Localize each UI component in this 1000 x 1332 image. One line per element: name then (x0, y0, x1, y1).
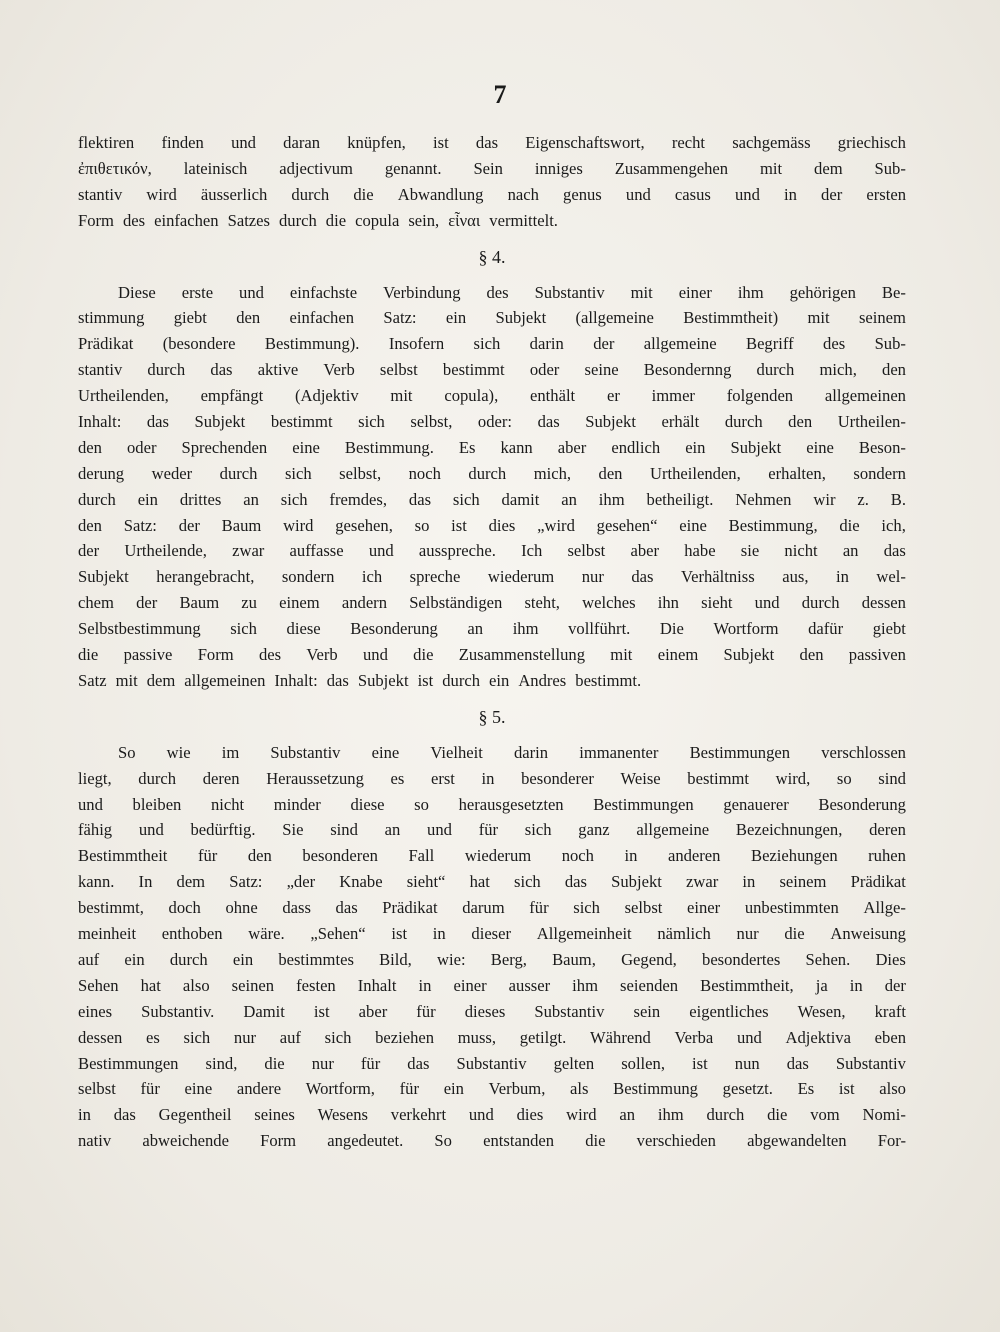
section-heading: § 4. (478, 246, 506, 267)
text-line: Selbstbestimmung sich diese Besonderung an ihm vollführt. Die Wortform dafür giebt (78, 619, 906, 639)
text-line: selbst für eine andere Wortform, für ein Verbum, als Bestimmung gesetzt. Es ist also (78, 1079, 906, 1099)
text-line: die passive Form des Verb und die Zusammenstellung mit einem Subjekt den passiven (78, 645, 906, 665)
text-line: kann. In dem Satz: „der Knabe sieht“ hat sich das Subjekt zwar in seinem Prädikat (78, 872, 906, 892)
text-line: den Satz: der Baum wird gesehen, so ist dies „wird gesehen“ eine Bestimmung, die ich, (78, 515, 906, 535)
text-line: auf ein durch ein bestimmtes Bild, wie: Berg, Baum, Gegend, besondertes Sehen. Dies (78, 949, 906, 969)
text-line: Inhalt: das Subjekt bestimmt sich selbst, oder: das Subjekt erhält durch den Urtheilen- (78, 412, 906, 432)
page-number: 7 (493, 80, 507, 109)
text-line: stimmung giebt den einfachen Satz: ein Subjekt (allgemeine Bestimmtheit) mit seinem (78, 308, 906, 328)
text-line: der Urtheilende, zwar auffasse und ausspreche. Ich selbst aber habe sie nicht an das (78, 541, 906, 561)
text-line: dessen es sich nur auf sich beziehen muss, getilgt. Während Verba und Adjektiva eben (78, 1027, 906, 1047)
text-line: den oder Sprechenden eine Bestimmung. Es kann aber endlich ein Subjekt eine Beson- (78, 437, 906, 457)
text-line: Subjekt herangebracht, sondern ich spreche wiederum nur das Verhältniss aus, in wel- (78, 567, 906, 587)
text-line: flektiren finden und daran knüpfen, ist das Eigenschaftswort, recht sachgemäss griechisch (78, 133, 906, 152)
text-line: Bestimmtheit für den besonderen Fall wiederum noch in anderen Beziehungen ruhen (78, 846, 906, 866)
text-line: fähig und bedürftig. Sie sind an und für sich ganz allgemeine Bezeichnungen, deren (78, 820, 906, 840)
text-line: meinheit enthoben wäre. „Sehen“ ist in dieser Allgemeinheit nämlich nur die Anweisung (78, 924, 906, 944)
text-line: Form des einfachen Satzes durch die copula sein, εἶναι vermittelt. (78, 210, 558, 230)
text-line: eines Substantiv. Damit ist aber für dieses Substantiv sein eigentliches Wesen, kraft (78, 1001, 906, 1021)
text-line: stantiv durch das aktive Verb selbst bestimmt oder seine Besondernng durch mich, den (78, 360, 906, 380)
text-line: Bestimmungen sind, die nur für das Substantiv gelten sollen, ist nun das Substantiv (78, 1053, 906, 1073)
text-line: Urtheilenden, empfängt (Adjektiv mit copula), enthält er immer folgenden allgemeinen (78, 386, 906, 406)
section-heading: § 5. (478, 706, 506, 727)
text-line: durch ein drittes an sich fremdes, das sich damit an ihm betheiligt. Nehmen wir z. B. (78, 489, 906, 509)
text-line: und bleiben nicht minder diese so herausgesetzten Bestimmungen genauerer Besonderung (78, 794, 906, 814)
text-line: Diese erste und einfachste Verbindung des Substantiv mit einer ihm gehörigen Be- (118, 282, 906, 302)
paragraph (78, 130, 906, 234)
text-line: bestimmt, doch ohne dass das Prädikat darum für sich selbst einer unbestimmten Allge- (78, 898, 906, 918)
text-line: derung weder durch sich selbst, noch durch mich, den Urtheilenden, erhalten, sondern (78, 463, 906, 483)
text-line: chem der Baum zu einem andern Selbständigen steht, welches ihn sieht und durch dessen (78, 593, 906, 613)
text-body (78, 130, 906, 1154)
text-line: nativ abweichende Form angedeutet. So entstanden die verschieden abgewandelten For- (78, 1131, 906, 1151)
text-line: So wie im Substantiv eine Vielheit darin immanenter Bestimmungen verschlossen (118, 742, 906, 762)
text-line: Sehen hat also seinen festen Inhalt in einer ausser ihm seienden Bestimmtheit, ja in der (78, 975, 906, 995)
text-line: liegt, durch deren Heraussetzung es erst in besonderer Weise bestimmt wird, so sind (78, 768, 906, 788)
text-line: Satz mit dem allgemeinen Inhalt: das Subjekt ist durch ein Andres bestimmt. (78, 670, 642, 690)
text-line: ἐπιθετικόν, lateinisch adjectivum genannt. Sein inniges Zusammengehen mit dem Sub- (78, 158, 906, 178)
paragraph (78, 280, 906, 694)
text-line: stantiv wird äusserlich durch die Abwandlung nach genus und casus und in der ersten (78, 184, 906, 204)
text-line: in das Gegentheil seines Wesens verkehrt und dies wird an ihm durch die vom Nomi- (78, 1105, 906, 1125)
text-line: Prädikat (besondere Bestimmung). Insofern sich darin der allgemeine Begriff des Sub- (78, 334, 906, 354)
paragraph (78, 740, 906, 1154)
